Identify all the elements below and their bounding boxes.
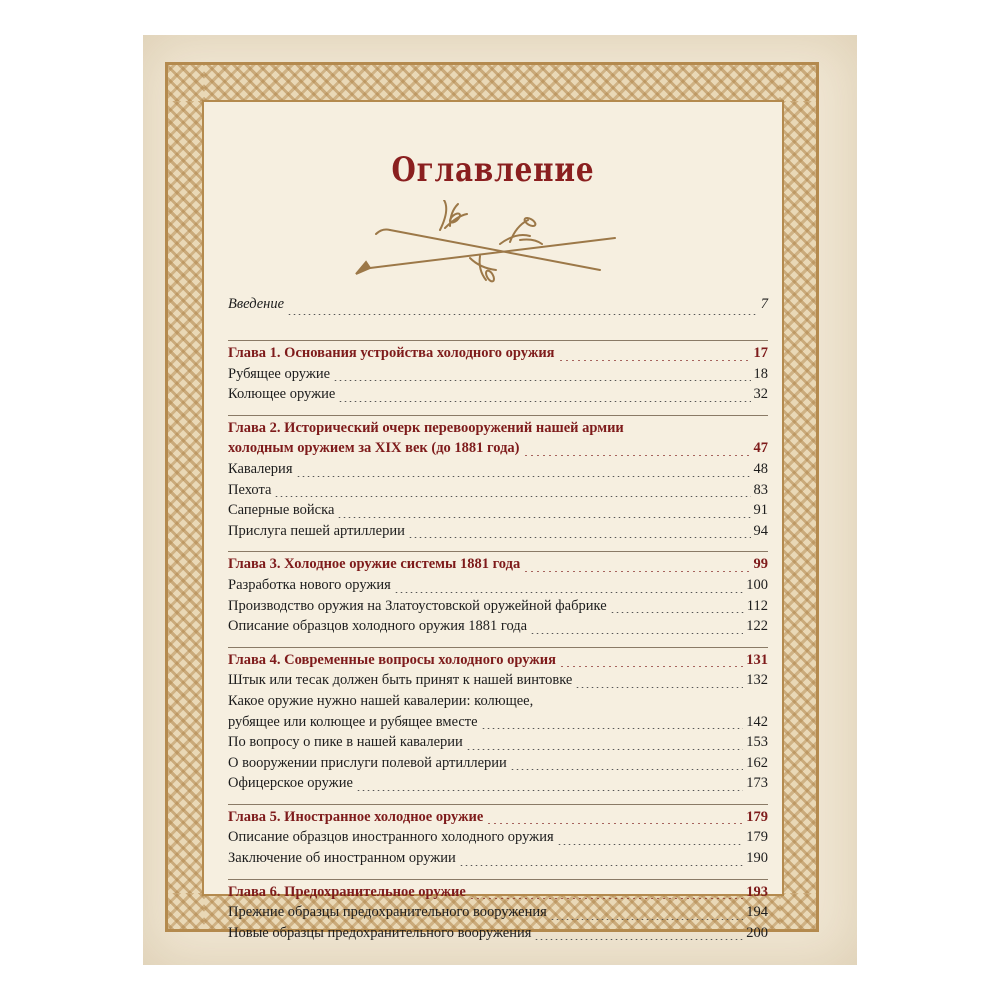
toc-page-number: 47	[753, 440, 768, 457]
toc-page-number: 99	[753, 556, 768, 573]
toc-entry[interactable]	[228, 904, 768, 925]
toc-chapter-5[interactable]	[228, 809, 768, 830]
dot-leader	[486, 823, 743, 824]
toc-page-number: 179	[746, 829, 768, 846]
toc-chapter-title: Глава 6. Предохранительное оружие	[228, 883, 466, 900]
toc-entry-label: Рубящее оружие	[228, 365, 331, 382]
dot-leader	[338, 401, 750, 402]
toc-page-number: 179	[746, 808, 768, 825]
toc-page-number: 200	[746, 924, 768, 941]
toc-entry[interactable]	[228, 577, 768, 598]
toc-page-number: 153	[746, 734, 768, 751]
dot-leader	[534, 939, 743, 940]
dot-leader	[557, 844, 744, 845]
dot-leader	[510, 769, 743, 770]
toc-entry-label: Разработка нового оружия	[228, 576, 391, 593]
toc-entry[interactable]	[228, 618, 768, 639]
dot-leader	[523, 571, 750, 572]
dot-leader	[575, 687, 743, 688]
toc-entry[interactable]	[228, 598, 768, 619]
toc-entry-label: По вопросу о пике в нашей кавалерии	[228, 734, 463, 751]
dot-leader	[559, 666, 743, 667]
toc-page-number: 7	[760, 296, 768, 312]
toc-chapter-4[interactable]	[228, 652, 768, 673]
toc-chapter-3[interactable]	[228, 556, 768, 577]
toc-entry-label: Заключение об иностранном оружии	[228, 850, 456, 867]
toc-page-number: 142	[746, 713, 768, 730]
toc-page-number: 190	[746, 850, 768, 867]
toc-entry-label: Колющее оружие	[228, 386, 336, 403]
dot-leader	[356, 790, 743, 791]
dot-leader	[296, 476, 751, 477]
section-divider	[228, 879, 768, 880]
dot-leader	[523, 455, 751, 456]
toc-entry-intro[interactable]	[228, 296, 768, 320]
toc-entry-label: Штык или тесак должен быть принят к нашей винтовке	[228, 672, 573, 689]
toc-entry[interactable]	[228, 482, 768, 503]
toc-entry[interactable]	[228, 925, 768, 946]
toc-entry[interactable]	[228, 386, 768, 407]
toc-entry-label: Прислуга пешей артиллерии	[228, 522, 405, 539]
toc-entry-label: Описание образцов холодного оружия 1881 года	[228, 618, 528, 635]
toc-entry-label: Введение	[228, 296, 285, 312]
toc-page-number: 32	[753, 386, 768, 403]
dot-leader	[558, 360, 751, 361]
dot-leader	[481, 728, 744, 729]
toc-page-number: 173	[746, 775, 768, 792]
toc-page-number: 94	[753, 522, 768, 539]
toc-entry[interactable]	[228, 461, 768, 482]
crossed-weapons-emblem	[350, 200, 630, 290]
toc-chapter-6[interactable]	[228, 884, 768, 905]
dot-leader	[459, 865, 743, 866]
toc-entry-label: Прежние образцы предохранительного вооружения	[228, 904, 547, 921]
toc-page-number: 162	[746, 754, 768, 771]
toc-chapter-title: Глава 4. Современные вопросы холодного оружия	[228, 651, 556, 668]
dot-leader	[333, 380, 750, 381]
page-title: Оглавление	[391, 150, 595, 190]
toc-chapter-title: холодным оружием за XIX век (до 1881 года)	[228, 440, 520, 457]
toc-entry[interactable]	[228, 672, 768, 693]
dot-leader	[337, 517, 750, 518]
toc-page-number: 100	[746, 576, 768, 593]
toc-chapter-2-line1[interactable]: Глава 2. Исторический очерк перевооружений нашей армии	[228, 419, 624, 436]
dot-leader	[530, 633, 743, 634]
dot-leader	[408, 537, 751, 538]
section-divider	[228, 340, 768, 341]
toc-page-number: 18	[753, 365, 768, 382]
section-divider	[228, 647, 768, 648]
toc-entry-label: О вооружении прислуги полевой артиллерии	[228, 754, 507, 771]
toc-page-number: 48	[753, 460, 768, 477]
toc-page-number: 83	[753, 481, 768, 498]
dot-leader	[274, 496, 750, 497]
toc-page-number: 194	[746, 904, 768, 921]
toc-chapter-title: Глава 1. Основания устройства холодного оружия	[228, 345, 555, 361]
section-divider	[228, 415, 768, 416]
section-divider	[228, 804, 768, 805]
toc-entry[interactable]	[228, 829, 768, 850]
toc-entry-label: Производство оружия на Златоустовской оружейной фабрике	[228, 597, 607, 614]
toc-entry-label: Новые образцы предохранительного вооружения	[228, 924, 532, 941]
dot-leader	[469, 898, 743, 899]
toc-entry-label: Кавалерия	[228, 460, 293, 477]
toc-page-number: 132	[746, 672, 768, 689]
toc-entry-label: Саперные войска	[228, 502, 335, 519]
toc-page-number: 131	[746, 651, 768, 668]
toc-entry[interactable]	[228, 714, 768, 735]
toc-page-number: 193	[746, 883, 768, 900]
toc-entry[interactable]	[228, 502, 768, 523]
dot-leader	[394, 592, 743, 593]
toc-page-number: 17	[753, 345, 768, 361]
toc-entry[interactable]	[228, 850, 768, 871]
toc-entry-label: Пехота	[228, 481, 272, 498]
dot-leader	[466, 749, 743, 750]
table-of-contents	[228, 296, 768, 945]
toc-chapter-title: Глава 5. Иностранное холодное оружие	[228, 808, 484, 825]
toc-entry[interactable]	[228, 775, 768, 796]
toc-entry-line1[interactable]: Какое оружие нужно нашей кавалерии: колющее,	[228, 692, 534, 709]
toc-entry-label: Описание образцов иностранного холодного оружия	[228, 829, 554, 846]
dot-leader	[550, 919, 743, 920]
toc-page-number: 91	[753, 502, 768, 519]
toc-page-number: 112	[746, 597, 768, 614]
dot-leader	[610, 612, 744, 613]
toc-entry[interactable]	[228, 523, 768, 544]
toc-entry-label: Офицерское оружие	[228, 775, 353, 792]
toc-entry-label: рубящее или колющее и рубящее вместе	[228, 713, 478, 730]
toc-chapter-1[interactable]	[228, 345, 768, 366]
toc-page-number: 122	[746, 618, 768, 635]
toc-entry[interactable]	[228, 734, 768, 755]
dot-leader	[287, 314, 758, 315]
toc-entry[interactable]	[228, 755, 768, 776]
toc-chapter-title: Глава 3. Холодное оружие системы 1881 года	[228, 556, 521, 573]
toc-chapter-2[interactable]	[228, 440, 768, 461]
section-divider	[228, 551, 768, 552]
toc-entry[interactable]	[228, 366, 768, 387]
